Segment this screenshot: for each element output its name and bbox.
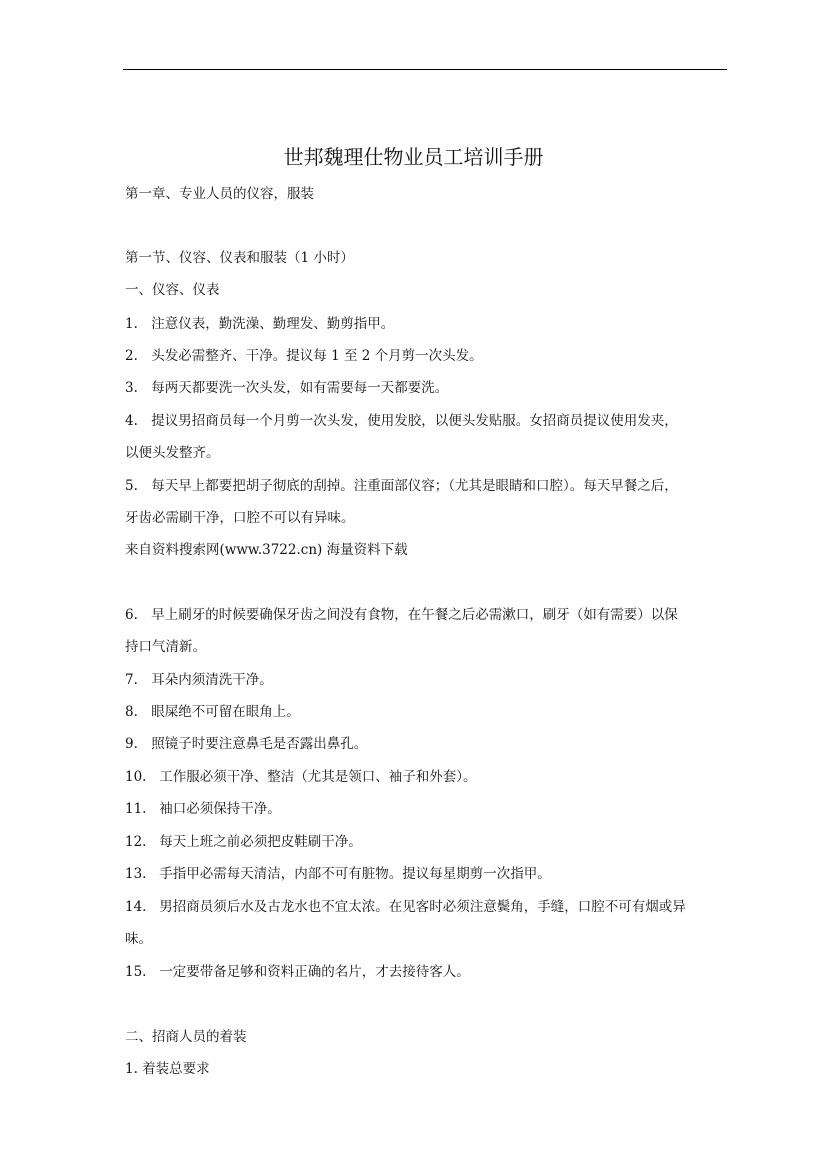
item-text: 耳朵内须清洗干净。 <box>151 672 273 688</box>
list-item <box>125 799 730 819</box>
source-note: 来自资料搜索网(www.3722.cn) 海量资料下载 <box>125 542 408 558</box>
item-text: 头发必需整齐、干净。提议每 1 至 2 个月剪一次头发。 <box>151 348 483 364</box>
item-number: 6. <box>125 607 138 623</box>
item-text: 每两天都要洗一次头发，如有需要每一天都要洗。 <box>151 380 449 396</box>
item-text: 每天早上都要把胡子彻底的刮掉。注重面部仪容；（尤其是眼睛和口腔）。每天早餐之后， <box>151 478 678 494</box>
list-item <box>125 864 730 884</box>
list-item <box>125 314 730 334</box>
list-item <box>125 702 730 722</box>
list-item <box>125 411 730 431</box>
item-text: 早上刷牙的时候要确保牙齿之间没有食物，在午餐之后必需漱口，刷牙（如有需要）以保 <box>151 607 678 623</box>
list-item-continuation: 以便头发整齐。 <box>125 445 220 461</box>
item-number: 9. <box>125 736 138 752</box>
item-text: 手指甲必需每天清洁，内部不可有脏物。提议每星期剪一次指甲。 <box>159 866 551 882</box>
list-item <box>125 605 730 625</box>
item-number: 2. <box>125 348 138 364</box>
list-item <box>125 734 730 754</box>
list-item <box>125 832 730 852</box>
item-number: 12. <box>125 834 147 850</box>
subsection-heading: 二、招商人员的着装 <box>125 1029 247 1045</box>
item-text: 每天上班之前必须把皮鞋刷干净。 <box>159 834 362 850</box>
item-number: 15. <box>125 964 147 980</box>
item-text: 注意仪表，勤洗澡、勤理发、勤剪指甲。 <box>151 316 395 332</box>
list-item <box>125 476 730 496</box>
page-title: 世邦魏理仕物业员工培训手册 <box>283 145 544 169</box>
chapter-heading: 第一章、专业人员的仪容，服装 <box>125 186 314 202</box>
item-text: 眼屎绝不可留在眼角上。 <box>151 704 300 720</box>
list-item-continuation: 味。 <box>125 931 152 947</box>
item-number: 5. <box>125 478 138 494</box>
section-heading: 第一节、仪容、仪表和服装（1 小时） <box>125 250 354 266</box>
list-item <box>125 897 730 917</box>
item-text: 男招商员须后水及古龙水也不宜太浓。在见客时必须注意鬓角，手缝，口腔不可有烟或异 <box>159 899 686 915</box>
item-number: 14. <box>125 899 147 915</box>
item-text: 一定要带备足够和资料正确的名片，才去接待客人。 <box>159 964 470 980</box>
item-number: 8. <box>125 704 138 720</box>
list-item-continuation: 牙齿必需刷干净，口腔不可以有异味。 <box>125 510 355 526</box>
item-number: 1. <box>125 316 138 332</box>
header-rule <box>123 69 727 70</box>
item-text: 照镜子时要注意鼻毛是否露出鼻孔。 <box>151 736 368 752</box>
list-item <box>125 962 730 982</box>
item-number: 10. <box>125 769 147 785</box>
list-item-continuation: 持口气清新。 <box>125 639 206 655</box>
item-number: 7. <box>125 672 138 688</box>
item-text: 提议男招商员每一个月剪一次头发，使用发胶，以便头发贴服。女招商员提议使用发夹， <box>151 413 678 429</box>
item-number: 11. <box>125 801 147 817</box>
list-item <box>125 378 730 398</box>
subsection-item: 1. 着装总要求 <box>125 1061 210 1077</box>
item-number: 3. <box>125 380 138 396</box>
list-item <box>125 767 730 787</box>
item-number: 4. <box>125 413 138 429</box>
subsection-heading: 一、仪容、仪表 <box>125 282 220 298</box>
item-text: 工作服必须干净、整洁（尤其是领口、袖子和外套）。 <box>159 769 477 785</box>
item-text: 袖口必须保持干净。 <box>159 801 281 817</box>
list-item <box>125 670 730 690</box>
list-item <box>125 346 730 366</box>
item-number: 13. <box>125 866 147 882</box>
